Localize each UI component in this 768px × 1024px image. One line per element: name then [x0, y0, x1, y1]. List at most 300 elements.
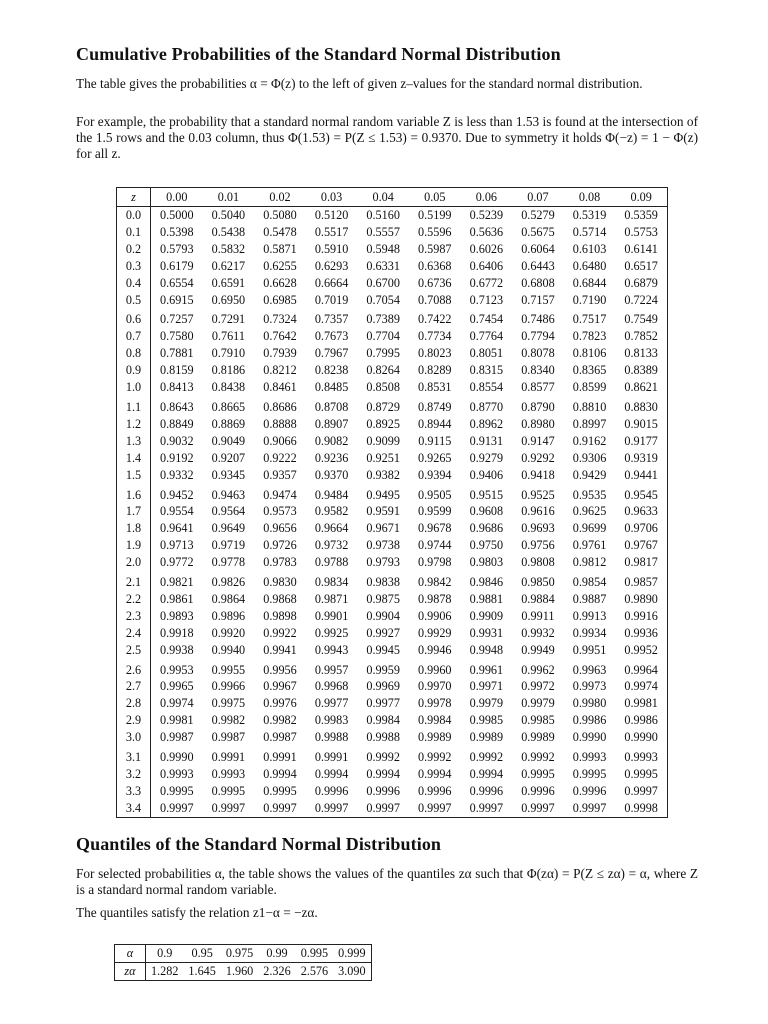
cdf-cell: 0.7257 — [160, 312, 194, 327]
cdf-cell: 0.9495 — [366, 487, 400, 502]
cdf-cell: 0.9982 — [263, 713, 297, 728]
cdf-cell: 0.9997 — [572, 800, 607, 815]
cdf-cell: 0.8621 — [624, 380, 658, 395]
cdf-cell: 0.9306 — [572, 450, 607, 465]
cdf-cell: 0.9992 — [469, 750, 504, 765]
table-row — [117, 241, 668, 258]
table-row — [117, 678, 668, 695]
cdf-cell: 0.9997 — [314, 800, 349, 815]
cdf-cell: 0.9956 — [263, 662, 297, 677]
cdf-cell: 0.9952 — [624, 642, 658, 657]
cdf-cell: 0.7852 — [624, 329, 658, 344]
cdf-cell: 0.9941 — [263, 642, 297, 657]
cdf-cell: 0.9616 — [521, 504, 555, 519]
cdf-cell: 0.9911 — [521, 608, 555, 623]
cdf-cell: 0.7190 — [572, 292, 607, 307]
cdf-cell: 0.5239 — [469, 208, 504, 222]
cdf-cell: 0.9996 — [521, 783, 555, 798]
cdf-cell: 0.6179 — [160, 258, 194, 273]
cdf-cell: 0.9162 — [572, 433, 607, 448]
cdf-cell: 0.9984 — [366, 713, 400, 728]
cdf-cell: 0.9975 — [211, 696, 246, 711]
table-row — [117, 554, 668, 571]
cdf-cell: 0.9686 — [469, 521, 504, 536]
cdf-cell: 0.9826 — [211, 575, 246, 590]
cdf-cell: 0.9871 — [314, 591, 349, 606]
cdf-cell: 0.9713 — [160, 538, 194, 553]
cdf-cell: 0.9931 — [469, 625, 504, 640]
cdf-cell: 0.6331 — [366, 258, 400, 273]
cdf-cell: 0.9803 — [469, 555, 504, 570]
cdf-cell: 0.9959 — [366, 662, 400, 677]
cdf-cell: 0.8665 — [211, 399, 246, 414]
cdf-cell: 0.9834 — [314, 575, 349, 590]
cdf-column-header: 0.02 — [254, 188, 306, 207]
cdf-cell: 0.9936 — [624, 625, 658, 640]
cdf-row-z-label: 1.4 — [117, 450, 151, 467]
cdf-cell: 0.9591 — [366, 504, 400, 519]
cdf-cell: 0.9974 — [160, 696, 194, 711]
alpha-value-cell: 0.975 — [221, 945, 258, 963]
table-row — [117, 275, 668, 292]
cdf-cell: 0.9997 — [624, 783, 658, 798]
cdf-row-z-label: 0.3 — [117, 258, 151, 275]
table-row — [117, 537, 668, 554]
table-row — [117, 467, 668, 484]
cdf-cell: 0.9967 — [263, 679, 297, 694]
cdf-cell: 0.9599 — [418, 504, 452, 519]
table-row — [117, 571, 668, 591]
table-row — [117, 416, 668, 433]
cdf-cell: 0.9772 — [160, 555, 194, 570]
cdf-cell: 0.9980 — [572, 696, 607, 711]
cdf-cell: 0.9994 — [469, 767, 504, 781]
cdf-cell: 0.5910 — [314, 241, 349, 256]
cdf-cell: 0.9881 — [469, 591, 504, 606]
cdf-cell: 0.9887 — [572, 591, 607, 606]
cdf-cell: 0.9990 — [160, 750, 194, 765]
cdf-cell: 0.9994 — [366, 767, 400, 781]
cdf-cell: 0.9808 — [521, 555, 555, 570]
cdf-cell: 0.8770 — [469, 399, 504, 414]
cdf-row-z-label: 1.6 — [117, 484, 151, 504]
cdf-cell: 0.8023 — [418, 346, 452, 361]
cdf-cell: 0.8315 — [469, 363, 504, 378]
table-row — [117, 520, 668, 537]
z-row-label: zα — [115, 963, 146, 981]
cdf-cell: 0.9641 — [160, 521, 194, 536]
cdf-cell: 0.9761 — [572, 538, 607, 553]
cdf-cell: 0.9991 — [314, 750, 349, 765]
cdf-row-z-label: 2.0 — [117, 554, 151, 571]
cdf-cell: 0.5557 — [366, 224, 400, 239]
cdf-cell: 0.7019 — [314, 292, 349, 307]
cdf-cell: 0.7088 — [418, 292, 452, 307]
cdf-cell: 0.9966 — [211, 679, 246, 694]
cdf-cell: 0.9901 — [314, 608, 349, 623]
cdf-cell: 0.6700 — [366, 275, 400, 290]
cdf-cell: 0.7580 — [160, 329, 194, 344]
cdf-column-header: 0.04 — [357, 188, 409, 207]
cdf-cell: 0.5160 — [366, 208, 400, 222]
cdf-cell: 0.9906 — [418, 608, 452, 623]
cdf-intro-text: The table gives the probabilities α = Φ(z) to the left of given z–values for the standard normal distribution. — [76, 76, 643, 91]
cdf-cell: 0.6517 — [624, 258, 658, 273]
cdf-cell: 0.7291 — [211, 312, 246, 327]
cdf-cell: 0.9854 — [572, 575, 607, 590]
cdf-cell: 0.9896 — [211, 608, 246, 623]
cdf-row-z-label: 2.2 — [117, 591, 151, 608]
cdf-cell: 0.8790 — [521, 399, 555, 414]
cdf-cell: 0.8577 — [521, 380, 555, 395]
cdf-table — [116, 187, 668, 818]
cdf-cell: 0.7157 — [521, 292, 555, 307]
cdf-cell: 0.7357 — [314, 312, 349, 327]
cdf-cell: 0.7054 — [366, 292, 400, 307]
cdf-cell: 0.9968 — [314, 679, 349, 694]
cdf-cell: 0.9207 — [211, 450, 246, 465]
quantile-relation-text: The quantiles satisfy the relation z1−α = −zα. — [76, 905, 318, 920]
cdf-cell: 0.9192 — [160, 450, 194, 465]
table-row — [117, 258, 668, 275]
cdf-cell: 0.9861 — [160, 591, 194, 606]
cdf-cell: 0.8643 — [160, 399, 194, 414]
cdf-column-header: 0.05 — [409, 188, 461, 207]
cdf-cell: 0.8554 — [469, 380, 504, 395]
cdf-cell: 0.9788 — [314, 555, 349, 570]
cdf-cell: 0.8413 — [160, 380, 194, 395]
quantile-value-cell: 1.645 — [188, 964, 216, 978]
cdf-cell: 0.9985 — [521, 713, 555, 728]
cdf-cell: 0.7454 — [469, 312, 504, 327]
cdf-cell: 0.8997 — [572, 416, 607, 431]
cdf-cell: 0.9991 — [211, 750, 246, 765]
table-row — [117, 642, 668, 659]
cdf-cell: 0.9793 — [366, 555, 400, 570]
cdf-cell: 0.8212 — [263, 363, 297, 378]
cdf-cell: 0.8461 — [263, 380, 297, 395]
cdf-cell: 0.9997 — [469, 800, 504, 815]
cdf-column-header: 0.06 — [461, 188, 513, 207]
cdf-cell: 0.9767 — [624, 538, 658, 553]
cdf-cell: 0.7422 — [418, 312, 452, 327]
cdf-cell: 0.9878 — [418, 591, 452, 606]
cdf-cell: 0.9750 — [469, 538, 504, 553]
cdf-cell: 0.8186 — [211, 363, 246, 378]
cdf-cell: 0.9989 — [469, 730, 504, 745]
cdf-cell: 0.6103 — [572, 241, 607, 256]
cdf-cell: 0.7734 — [418, 329, 452, 344]
cdf-row-z-label: 1.8 — [117, 520, 151, 537]
cdf-cell: 0.8907 — [314, 416, 349, 431]
cdf-cell: 0.5636 — [469, 224, 504, 239]
cdf-cell: 0.9564 — [211, 504, 246, 519]
cdf-cell: 0.9082 — [314, 433, 349, 448]
cdf-cell: 0.9920 — [211, 625, 246, 640]
cdf-cell: 0.9783 — [263, 555, 297, 570]
cdf-cell: 0.8888 — [263, 416, 297, 431]
cdf-cell: 0.9406 — [469, 467, 504, 482]
cdf-cell: 0.8238 — [314, 363, 349, 378]
cdf-cell: 0.9992 — [521, 750, 555, 765]
cdf-cell: 0.9992 — [366, 750, 400, 765]
cdf-cell: 0.9976 — [263, 696, 297, 711]
cdf-cell: 0.9986 — [572, 713, 607, 728]
cdf-cell: 0.9875 — [366, 591, 400, 606]
cdf-cell: 0.8962 — [469, 416, 504, 431]
cdf-cell: 0.9991 — [263, 750, 297, 765]
cdf-cell: 0.8340 — [521, 363, 555, 378]
cdf-cell: 0.9945 — [366, 642, 400, 657]
cdf-cell: 0.5675 — [521, 224, 555, 239]
cdf-cell: 0.9979 — [469, 696, 504, 711]
cdf-cell: 0.9955 — [211, 662, 246, 677]
cdf-cell: 0.9147 — [521, 433, 555, 448]
cdf-cell: 0.6591 — [211, 275, 246, 290]
cdf-cell: 0.9671 — [366, 521, 400, 536]
cdf-cell: 0.9979 — [521, 696, 555, 711]
cdf-row-z-label: 1.9 — [117, 537, 151, 554]
cdf-cell: 0.9997 — [418, 800, 452, 815]
cdf-cell: 0.5000 — [160, 208, 194, 222]
cdf-cell: 0.9982 — [211, 713, 246, 728]
cdf-cell: 0.9948 — [469, 642, 504, 657]
table-row — [117, 308, 668, 328]
cdf-cell: 0.9418 — [521, 467, 555, 482]
cdf-cell: 0.9998 — [624, 800, 658, 815]
cdf-column-header: 0.03 — [306, 188, 358, 207]
cdf-cell: 0.9973 — [572, 679, 607, 694]
cdf-cell: 0.9997 — [521, 800, 555, 815]
cdf-cell: 0.9994 — [418, 767, 452, 781]
cdf-cell: 0.8749 — [418, 399, 452, 414]
cdf-cell: 0.9678 — [418, 521, 452, 536]
cdf-row-z-label: 0.4 — [117, 275, 151, 292]
cdf-cell: 0.9382 — [366, 467, 400, 482]
cdf-cell: 0.9940 — [211, 642, 246, 657]
cdf-row-z-label: 1.3 — [117, 433, 151, 450]
table-row — [117, 292, 668, 309]
alpha-value-cell: 0.999 — [333, 945, 371, 963]
cdf-cell: 0.9946 — [418, 642, 452, 657]
cdf-cell: 0.5199 — [418, 208, 452, 222]
cdf-cell: 0.9821 — [160, 575, 194, 590]
cdf-cell: 0.9995 — [521, 767, 555, 781]
cdf-cell: 0.9251 — [366, 450, 400, 465]
cdf-cell: 0.7967 — [314, 346, 349, 361]
quantile-section-title: Quantiles of the Standard Normal Distribution — [76, 834, 442, 854]
table-row — [117, 608, 668, 625]
cdf-cell: 0.9868 — [263, 591, 297, 606]
table-row — [117, 433, 668, 450]
table-row — [117, 450, 668, 467]
cdf-cell: 0.8810 — [572, 399, 607, 414]
table-row — [117, 800, 668, 817]
cdf-cell: 0.9608 — [469, 504, 504, 519]
cdf-column-header: 0.01 — [203, 188, 255, 207]
cdf-cell: 0.6406 — [469, 258, 504, 273]
cdf-row-z-label: 2.5 — [117, 642, 151, 659]
cdf-cell: 0.9988 — [366, 730, 400, 745]
cdf-cell: 0.5080 — [263, 208, 297, 222]
cdf-cell: 0.9918 — [160, 625, 194, 640]
cdf-cell: 0.9505 — [418, 487, 452, 502]
cdf-cell: 0.7324 — [263, 312, 297, 327]
cdf-cell: 0.9732 — [314, 538, 349, 553]
cdf-cell: 0.9994 — [314, 767, 349, 781]
cdf-cell: 0.9925 — [314, 625, 349, 640]
cdf-cell: 0.9846 — [469, 575, 504, 590]
cdf-cell: 0.5832 — [211, 241, 246, 256]
cdf-cell: 0.9706 — [624, 521, 658, 536]
cdf-cell: 0.7794 — [521, 329, 555, 344]
cdf-row-z-label: 0.9 — [117, 362, 151, 379]
cdf-cell: 0.9864 — [211, 591, 246, 606]
cdf-cell: 0.9554 — [160, 504, 194, 519]
cdf-cell: 0.9993 — [572, 750, 607, 765]
cdf-cell: 0.9932 — [521, 625, 555, 640]
cdf-cell: 0.9032 — [160, 433, 194, 448]
cdf-cell: 0.9115 — [418, 433, 452, 448]
cdf-cell: 0.9927 — [366, 625, 400, 640]
cdf-cell: 0.8708 — [314, 399, 349, 414]
cdf-cell: 0.9515 — [469, 487, 504, 502]
cdf-cell: 0.9978 — [418, 696, 452, 711]
cdf-cell: 0.9988 — [314, 730, 349, 745]
cdf-cell: 0.9525 — [521, 487, 555, 502]
table-row — [117, 783, 668, 800]
cdf-cell: 0.9357 — [263, 467, 297, 482]
cdf-cell: 0.9981 — [160, 713, 194, 728]
cdf-row-z-label: 2.4 — [117, 625, 151, 642]
cdf-cell: 0.9996 — [418, 783, 452, 798]
cdf-cell: 0.9345 — [211, 467, 246, 482]
cdf-cell: 0.9995 — [624, 767, 658, 781]
cdf-cell: 0.6554 — [160, 275, 194, 290]
cdf-cell: 0.8389 — [624, 363, 658, 378]
table-row — [117, 659, 668, 679]
cdf-cell: 0.8849 — [160, 416, 194, 431]
cdf-row-z-label: 0.7 — [117, 328, 151, 345]
cdf-cell: 0.9830 — [263, 575, 297, 590]
quantile-value-cell: 2.326 — [263, 964, 291, 978]
cdf-cell: 0.8599 — [572, 380, 607, 395]
cdf-cell: 0.9441 — [624, 467, 658, 482]
cdf-cell: 0.7910 — [211, 346, 246, 361]
cdf-cell: 0.5948 — [366, 241, 400, 256]
cdf-cell: 0.9394 — [418, 467, 452, 482]
cdf-cell: 0.9996 — [366, 783, 400, 798]
cdf-cell: 0.9625 — [572, 504, 607, 519]
table-row — [117, 746, 668, 766]
cdf-cell: 0.7224 — [624, 292, 658, 307]
cdf-row-z-label: 0.1 — [117, 224, 151, 241]
cdf-cell: 0.5319 — [572, 208, 607, 222]
cdf-cell: 0.8485 — [314, 380, 349, 395]
cdf-cell: 0.9738 — [366, 538, 400, 553]
cdf-cell: 0.9909 — [469, 608, 504, 623]
cdf-cell: 0.9997 — [211, 800, 246, 815]
cdf-cell: 0.9222 — [263, 450, 297, 465]
cdf-cell: 0.9992 — [418, 750, 452, 765]
cdf-cell: 0.6628 — [263, 275, 297, 290]
cdf-column-header: 0.09 — [615, 188, 667, 207]
cdf-cell: 0.6141 — [624, 241, 658, 256]
cdf-example-text: For example, the probability that a standard normal random variable Z is less than 1.53 is found at the intersection of the 1.5 rows and the 0.03 column, thus Φ(1.53) = P(Z ≤ 1.53) = 0.9370. Due to symmetry it holds Φ(−z) = 1 − Φ(z) for all z. — [76, 114, 698, 161]
cdf-cell: 0.6443 — [521, 258, 555, 273]
cdf-cell: 0.5714 — [572, 224, 607, 239]
cdf-cell: 0.8686 — [263, 399, 297, 414]
cdf-cell: 0.9989 — [521, 730, 555, 745]
cdf-cell: 0.8944 — [418, 416, 452, 431]
cdf-cell: 0.9370 — [314, 467, 349, 482]
cdf-cell: 0.9756 — [521, 538, 555, 553]
cdf-cell: 0.5438 — [211, 224, 246, 239]
cdf-cell: 0.9974 — [624, 679, 658, 694]
cdf-cell: 0.9332 — [160, 467, 194, 482]
cdf-cell: 0.9656 — [263, 521, 297, 536]
cdf-cell: 0.6664 — [314, 275, 349, 290]
cdf-cell: 0.9893 — [160, 608, 194, 623]
cdf-row-z-label: 1.1 — [117, 396, 151, 416]
cdf-cell: 0.9693 — [521, 521, 555, 536]
cdf-cell: 0.9719 — [211, 538, 246, 553]
table-row — [117, 328, 668, 345]
cdf-row-z-label: 0.6 — [117, 308, 151, 328]
cdf-cell: 0.9990 — [572, 730, 607, 745]
cdf-cell: 0.9884 — [521, 591, 555, 606]
table-row — [117, 712, 668, 729]
cdf-cell: 0.9842 — [418, 575, 452, 590]
table-row — [117, 591, 668, 608]
cdf-column-header: 0.00 — [151, 188, 203, 207]
cdf-row-z-label: 2.7 — [117, 678, 151, 695]
cdf-cell: 0.5871 — [263, 241, 297, 256]
cdf-cell: 0.7764 — [469, 329, 504, 344]
cdf-cell: 0.8289 — [418, 363, 452, 378]
cdf-cell: 0.9798 — [418, 555, 452, 570]
cdf-row-z-label: 2.6 — [117, 659, 151, 679]
cdf-cell: 0.9987 — [263, 730, 297, 745]
cdf-cell: 0.7389 — [366, 312, 400, 327]
cdf-cell: 0.9582 — [314, 504, 349, 519]
cdf-cell: 0.9545 — [624, 487, 658, 502]
cdf-cell: 0.9989 — [418, 730, 452, 745]
cdf-row-z-label: 2.9 — [117, 712, 151, 729]
cdf-cell: 0.6915 — [160, 292, 194, 307]
cdf-cell: 0.9997 — [160, 800, 194, 815]
table-row — [117, 224, 668, 241]
cdf-cell: 0.9726 — [263, 538, 297, 553]
cdf-cell: 0.9965 — [160, 679, 194, 694]
table-row — [117, 362, 668, 379]
cdf-row-z-label: 2.1 — [117, 571, 151, 591]
cdf-cell: 0.6772 — [469, 275, 504, 290]
table-row — [117, 766, 668, 783]
cdf-cell: 0.9972 — [521, 679, 555, 694]
cdf-cell: 0.9649 — [211, 521, 246, 536]
cdf-cell: 0.9981 — [624, 696, 658, 711]
cdf-row-z-label: 0.8 — [117, 345, 151, 362]
table-row — [117, 625, 668, 642]
cdf-cell: 0.9279 — [469, 450, 504, 465]
cdf-cell: 0.9744 — [418, 538, 452, 553]
cdf-cell: 0.9957 — [314, 662, 349, 677]
cdf-cell: 0.8078 — [521, 346, 555, 361]
cdf-cell: 0.9292 — [521, 450, 555, 465]
cdf-cell: 0.9994 — [263, 767, 297, 781]
cdf-cell: 0.7995 — [366, 346, 400, 361]
